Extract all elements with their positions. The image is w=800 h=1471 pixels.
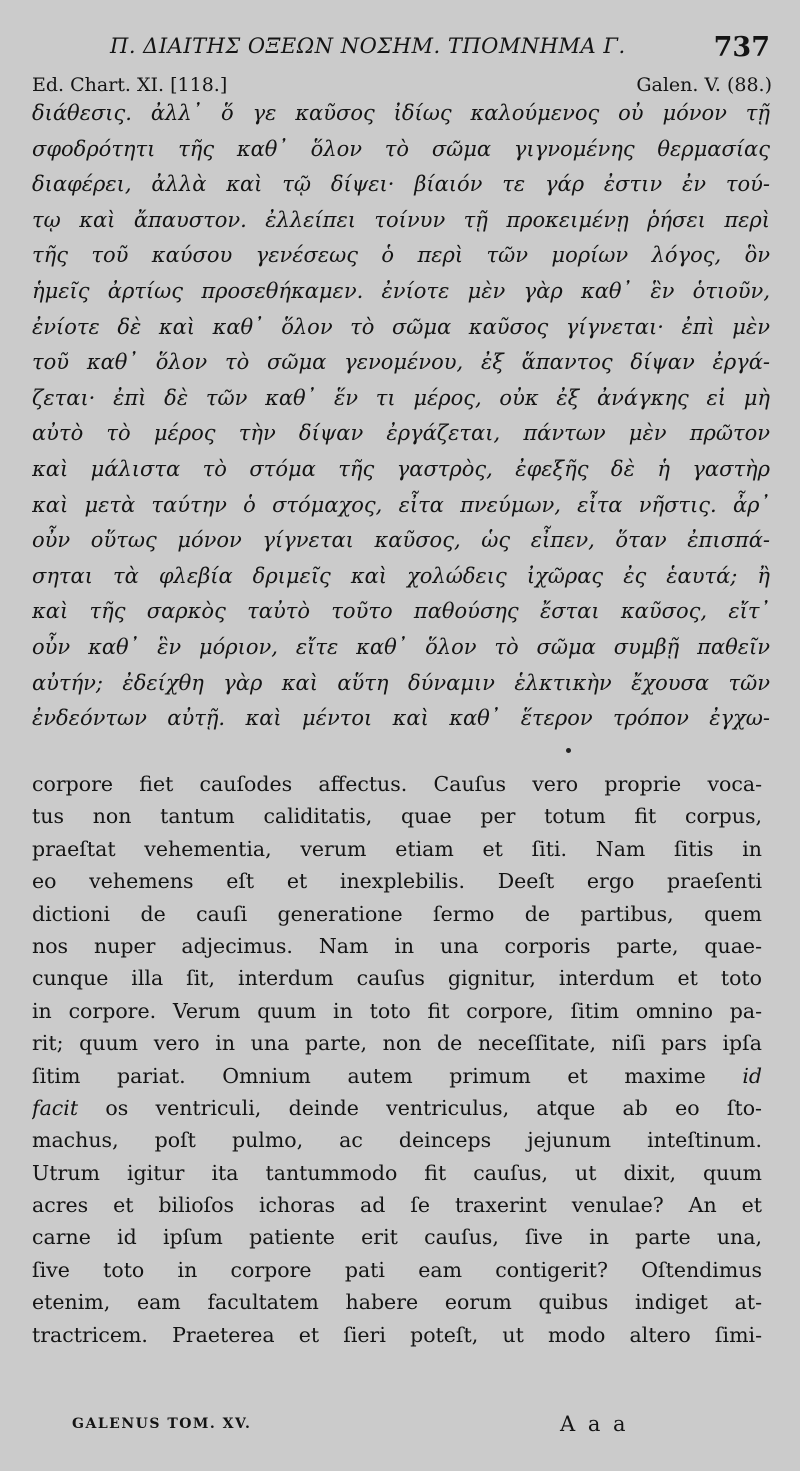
greek-line: ἐνίοτε δὲ καὶ καθ᾽ ὅλον τὸ σῶμα καῦσος γίγνεται· ἐπὶ μὲν	[32, 314, 770, 339]
greek-line: σηται τὰ φλεβία δριμεῖς καὶ χολώδεις ἰχῶρας ἐς ἑαυτά; ἢ	[32, 563, 770, 588]
latin-line-text: ſitim pariat. Omnium autem primum et maxime	[32, 1063, 706, 1088]
latin-line-text: os ventriculi, deinde ventriculus, atque ab eo ſto-	[105, 1095, 762, 1120]
latin-line: tractricem. Praeterea et ſieri poteſt, ut modo altero ſimi-	[32, 1322, 762, 1347]
edition-reference-chartier: Ed. Chart. XI. [118.]	[32, 74, 228, 96]
latin-line: cunque illa ſit, interdum cauſus gignitur, interdum et toto	[32, 966, 762, 991]
latin-line: dictioni de cauſi generatione ſermo de partibus, quem	[32, 901, 762, 926]
footer-signature: GALENUS TOM. XV.	[72, 1416, 252, 1432]
greek-line: διαφέρει, ἀλλὰ καὶ τῷ δίψει· βίαιόν τε γάρ ἐστιν ἐν τού-	[32, 172, 770, 197]
page-footer	[72, 1412, 632, 1442]
latin-line: corpore fiet cauſodes affectus. Cauſus vero proprie voca-	[32, 772, 762, 796]
latin-text-block	[32, 768, 762, 1351]
greek-line: σφοδρότητι τῆς καθ᾽ ὅλον τὸ σῶμα γιγνομένης θερμασίας	[32, 136, 770, 161]
greek-line: οὖν καθ᾽ ἓν μόριον, εἴτε καθ᾽ ὅλον τὸ σῶμα συμβῇ παθεῖν	[32, 634, 770, 659]
greek-line: τοῦ καθ᾽ ὅλον τὸ σῶμα γενομένου, ἐξ ἅπαντος δίψαν ἐργά-	[32, 350, 770, 375]
greek-line: καὶ μάλιστα τὸ στόμα τῆς γαστρὸς, ἐφεξῆς δὲ ἡ γαστὴρ	[32, 456, 770, 481]
latin-line: nos nuper adjecimus. Nam in una corporis parte, quae-	[32, 933, 762, 958]
latin-line: in corpore. Verum quum in toto fit corpore, ſitim omnino pa-	[32, 998, 762, 1023]
edition-reference-basel: Galen. V. (88.)	[636, 74, 772, 96]
latin-line: acres et bilioſos ichoras ad ſe traxerint venulae? An et	[32, 1193, 762, 1218]
latin-italic-word: facit	[32, 1095, 79, 1120]
greek-line: τῆς τοῦ καύσου γενέσεως ὁ περὶ τῶν μορίων λόγος, ὃν	[32, 243, 770, 268]
latin-line: etenim, eam facultatem habere eorum quibus indiget at-	[32, 1290, 762, 1315]
latin-line-with-italic	[32, 1092, 762, 1124]
latin-line: Utrum igitur ita tantummodo fit cauſus, ut dixit, quum	[32, 1160, 762, 1185]
greek-line: ἡμεῖς ἀρτίως προσεθήκαμεν. ἐνίοτε μὲν γὰρ καθ᾽ ἓν ὁτιοῦν,	[32, 278, 770, 303]
latin-line: praeſtat vehementia, verum etiam et ſiti. Nam ſitis in	[32, 836, 762, 861]
signature-mark: A a a	[560, 1412, 629, 1436]
greek-line: οὖν οὕτως μόνον γίγνεται καῦσος, ὡς εἶπεν, ὅταν ἐπισπά-	[32, 528, 770, 553]
greek-line: αὐτήν; ἐδείχθη γὰρ καὶ αὕτη δύναμιν ἑλκτικὴν ἔχουσα τῶν	[32, 670, 770, 695]
greek-line: καὶ μετὰ ταύτην ὁ στόμαχος, εἶτα πνεύμων, εἶτα νῆστις. ἆρ᾽	[32, 492, 770, 517]
greek-line: ζεται· ἐπὶ δὲ τῶν καθ᾽ ἕν τι μέρος, οὐκ ἐξ ἀνάγκης εἰ μὴ	[32, 385, 770, 410]
latin-line: rit; quum vero in una parte, non de neceſſitate, niſi pars ipſa	[32, 1031, 762, 1056]
latin-line: carne id ipſum patiente erit cauſus, ſive in parte una,	[32, 1225, 762, 1250]
latin-line: ſive toto in corpore pati eam contigerit? Oſtendimus	[32, 1257, 762, 1282]
latin-line: eo vehemens eſt et inexplebilis. Deeſt ergo praeſenti	[32, 869, 762, 894]
latin-line: tus non tantum caliditatis, quae per totum fit corpus,	[32, 804, 762, 829]
running-head	[0, 30, 800, 70]
page-number: 737	[713, 32, 770, 63]
latin-italic-word: id	[742, 1063, 762, 1088]
greek-line: καὶ τῆς σαρκὸς ταὐτὸ τοῦτο παθούσης ἔσται καῦσος, εἴτ᾽	[32, 599, 770, 624]
greek-line: αὐτὸ τὸ μέρος τὴν δίψαν ἐργάζεται, πάντων μὲν πρῶτον	[32, 421, 770, 446]
latin-line-with-italic	[32, 1060, 762, 1092]
section-divider-dot	[566, 748, 571, 753]
latin-line: machus, poſt pulmo, ac deinceps jejunum inteſtinum.	[32, 1128, 762, 1153]
greek-line: ἐνδεόντων αὐτῇ. καὶ μέντοι καὶ καθ᾽ ἕτερον τρόπον ἐγχω-	[32, 706, 770, 731]
greek-text-block	[32, 96, 770, 737]
running-head-title: Π. ΔΙΑΙΤΗΣ ΟΞΕΩΝ ΝΟΣΗΜ. ΤΠΟΜΝΗΜΑ Γ.	[110, 34, 626, 58]
greek-line: διάθεσις. ἀλλ᾽ ὅ γε καῦσος ἰδίως καλούμενος οὐ μόνον τῇ	[32, 101, 770, 125]
greek-line: τῳ καὶ ἄπαυστον. ἐλλείπει τοίνυν τῇ προκειμένῃ ῥήσει περὶ	[32, 207, 770, 232]
